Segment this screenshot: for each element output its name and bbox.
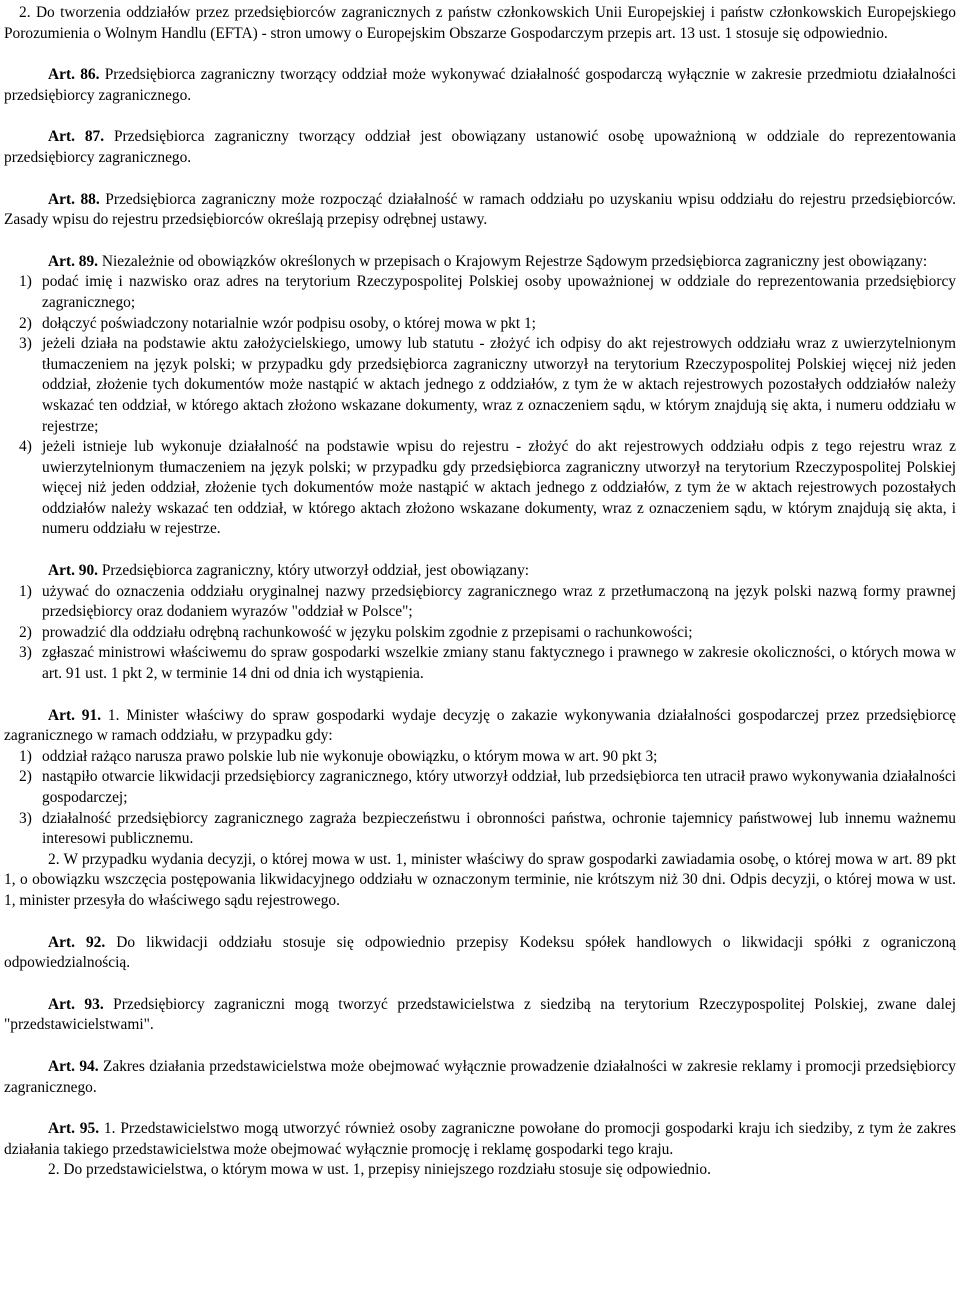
- list-item: [4, 314, 956, 335]
- article-text: Przedsiębiorcy zagraniczni mogą tworzyć przedstawicielstwa z siedzibą na terytorium Rzeczypospolitej Polskiej, zwane dalej "przedstawicielstwami".: [4, 995, 956, 1034]
- article-text: Przedsiębiorca zagraniczny może rozpocząć działalność w ramach oddziału po uzyskaniu wpisu oddziału do rejestru przedsiębiorców. Zasady wpisu do rejestru przedsiębiorców określają przepisy odrębnej ustawy.: [4, 190, 956, 229]
- point-text: oddział rażąco narusza prawo polskie lub nie wykonuje obowiązku, o którym mowa w art. 90 pkt 3;: [42, 747, 658, 765]
- article-text: Zakres działania przedstawicielstwa może obejmować wyłącznie prowadzenie działalności w zakresie reklamy i promocji przedsiębiorcy zagranicznego.: [4, 1057, 956, 1096]
- list-item: [4, 623, 956, 644]
- point-number: 2): [19, 623, 32, 641]
- article-text: Przedsiębiorca zagraniczny tworzący oddział jest obowiązany ustanowić osobę upoważnioną w oddziale do reprezentowania przedsiębiorcy zagranicznego.: [4, 128, 956, 166]
- list-item: [4, 582, 956, 623]
- article-heading: Art. 91.: [48, 706, 102, 724]
- article-text: Przedsiębiorca zagraniczny, który utworzył oddział, jest obowiązany:: [98, 562, 530, 580]
- article-91-ust2: [4, 850, 956, 912]
- point-text: prowadzić dla oddziału odrębną rachunkowość w języku polskim zgodnie z przepisami o rachunkowości;: [42, 623, 693, 641]
- list-item: [4, 809, 956, 850]
- list-item: [4, 747, 956, 768]
- point-number: 2): [19, 314, 32, 332]
- article-text: Niezależnie od obowiązków określonych w przepisach o Krajowym Rejestrze Sądowym przedsiębiorca zagraniczny jest obowiązany:: [98, 252, 928, 270]
- point-text: używać do oznaczenia oddziału oryginalnej nazwy przedsiębiorcy zagranicznego wraz z przetłumaczoną na język polski nazwą formy prawnej przedsiębiorcy oraz dodaniem wyrazów "oddział w Polsce";: [42, 582, 956, 621]
- list-item: [4, 437, 956, 540]
- article-90-points: [4, 582, 956, 685]
- article-text: Do likwidacji oddziału stosuje się odpowiednio przepisy Kodeksu spółek handlowych o likwidacji spółki z ograniczoną odpowiedzialnością.: [4, 933, 956, 972]
- point-number: 1): [19, 747, 32, 765]
- article-92: [4, 933, 956, 974]
- article-heading: Art. 93.: [48, 995, 104, 1013]
- list-item: [4, 272, 956, 313]
- list-item: [4, 767, 956, 808]
- article-95-ust2: [4, 1160, 956, 1181]
- point-number: 3): [19, 644, 32, 662]
- article-heading: Art. 92.: [48, 933, 106, 951]
- point-text: podać imię i nazwisko oraz adres na terytorium Rzeczypospolitej Polskiej osoby upoważnionej w oddziale do reprezentowania przedsiębiorcy zagranicznego;: [42, 273, 956, 311]
- paragraph-art85-ust2: [4, 3, 956, 44]
- point-text: nastąpiło otwarcie likwidacji przedsiębiorcy zagranicznego, który utworzył oddział, lub przedsiębiorca ten utracił prawo wykonywania działalności gospodarczej;: [42, 768, 956, 806]
- list-item: [4, 643, 956, 684]
- point-number: 1): [19, 273, 32, 291]
- article-text: 1. Przedstawicielstwo mogą utworzyć również osoby zagraniczne powołane do promocji gospodarki kraju ich siedziby, z tym że zakres działania takiego przedstawicielstwa może obejmować wyłącznie promocję i reklamę gospodarki tego kraju.: [4, 1120, 956, 1158]
- point-text: jeżeli istnieje lub wykonuje działalność na podstawie wpisu do rejestru - złożyć do akt rejestrowych oddziału odpis z tego rejestru wraz z uwierzytelnionym tłumaczeniem na język polski; w przypadku gdy przedsiębiorca zagraniczny utworzył na terytorium Rzeczypospolitej Polskiej więcej niż jeden oddział, złożenie tych dokumentów może nastąpić w aktach jednego z oddziałów, z tym że w aktach rejestrowych pozostałych oddziałów należy wskazać ten oddział, w którego aktach złożono wskazane dokumenty, wraz z oznaczeniem sądu, w którym znajdują się akta, i numeru oddziału w rejestrze.: [42, 438, 956, 538]
- article-heading: Art. 86.: [48, 66, 100, 84]
- article-91: [4, 706, 956, 747]
- article-88: [4, 190, 956, 231]
- list-item: [4, 334, 956, 437]
- point-number: 4): [19, 438, 32, 456]
- point-text: dołączyć poświadczony notarialnie wzór podpisu osoby, o której mowa w pkt 1;: [42, 314, 536, 332]
- article-heading: Art. 95.: [48, 1120, 100, 1138]
- paragraph-text: 2. W przypadku wydania decyzji, o której mowa w ust. 1, minister właściwy do spraw gospodarki zawiadamia osobę, o której mowa w art. 89 pkt 1, o obowiązku wszczęcia postępowania likwidacyjnego oddziału w oznaczonym terminie, nie krótszym niż 30 dni. Odpis decyzji, o której mowa w ust. 1, minister przesyła do właściwego sądu rejestrowego.: [4, 850, 956, 909]
- article-90: [4, 561, 956, 582]
- article-heading: Art. 88.: [48, 190, 100, 208]
- article-87: [4, 127, 956, 168]
- article-86: [4, 65, 956, 106]
- article-94: [4, 1057, 956, 1098]
- paragraph-text: 2. Do przedstawicielstwa, o którym mowa w ust. 1, przepisy niniejszego rozdziału stosuje się odpowiednio.: [48, 1161, 711, 1179]
- point-number: 2): [19, 768, 32, 786]
- point-text: działalność przedsiębiorcy zagranicznego zagraża bezpieczeństwu i obronności państwa, ochronie tajemnicy państwowej lub innemu ważnemu interesowi publicznemu.: [42, 809, 956, 848]
- point-text: jeżeli działa na podstawie aktu założycielskiego, umowy lub statutu - złożyć ich odpisy do akt rejestrowych oddziału wraz z uwierzytelnionym tłumaczeniem na język polski; w przypadku gdy przedsiębiorca zagraniczny utworzył na terytorium Rzeczypospolitej Polskiej więcej niż jeden oddział, złożenie tych dokumentów może nastąpić w aktach jednego z oddziałów, z tym że w aktach rejestrowych pozostałych oddziałów należy wskazać ten oddział, w którego aktach złożono wskazane dokumenty, wraz z oznaczeniem sądu, w którym znajdują się akta, i numeru oddziału w rejestrze;: [42, 335, 956, 435]
- point-number: 3): [19, 809, 32, 827]
- article-text: 1. Minister właściwy do spraw gospodarki wydaje decyzję o zakazie wykonywania działalności gospodarczej przez przedsiębiorcę zagranicznego w ramach oddziału, w przypadku gdy:: [4, 706, 956, 745]
- article-text: Przedsiębiorca zagraniczny tworzący oddział może wykonywać działalność gospodarczą wyłącznie w zakresie przedmiotu działalności przedsiębiorcy zagranicznego.: [4, 66, 956, 104]
- article-heading: Art. 94.: [48, 1057, 99, 1075]
- article-heading: Art. 87.: [48, 128, 105, 146]
- point-text: zgłaszać ministrowi właściwemu do spraw gospodarki wszelkie zmiany stanu faktycznego i prawnego w zakresie okoliczności, o których mowa w art. 91 ust. 1 pkt 2, w terminie 14 dni od dnia ich wystąpienia.: [42, 644, 956, 683]
- article-heading: Art. 90.: [48, 562, 99, 580]
- paragraph-text: 2. Do tworzenia oddziałów przez przedsiębiorców zagranicznych z państw członkowskich Unii Europejskiej i państw członkowskich Europejskiego Porozumienia o Wolnym Handlu (EFTA) - stron umowy o Europejskim Obszarze Gospodarczym przepis art. 13 ust. 1 stosuje się odpowiednio.: [4, 4, 956, 42]
- point-number: 3): [19, 335, 32, 353]
- article-95: [4, 1119, 956, 1160]
- article-89-points: [4, 272, 956, 540]
- article-91-points: [4, 747, 956, 850]
- article-heading: Art. 89.: [48, 252, 99, 270]
- point-number: 1): [19, 582, 32, 600]
- article-93: [4, 995, 956, 1036]
- article-89: [4, 252, 956, 273]
